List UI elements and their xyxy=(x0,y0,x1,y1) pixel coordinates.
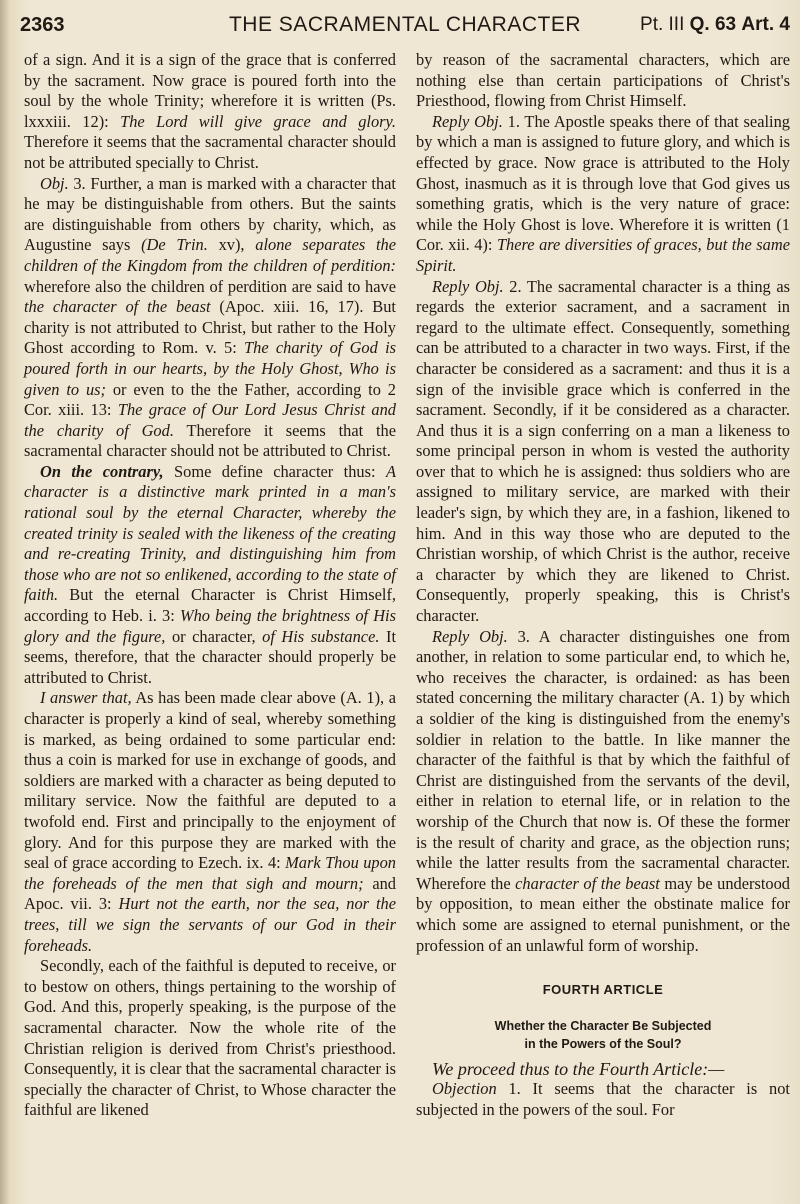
reply-objection-1: Reply Obj. 1. The Apostle speaks there of that sealing by which a man is assigned to future glory, and which is effected by grace. Now grace is attributed to the Holy Ghost, inasmuch as it is through love that God gives us something gratis, which is the very nature of grace: while the Holy Ghost is love. Wherefore it is written (1 Cor. xii. 4): There are diversities of graces, but the same Spirit. xyxy=(416,111,790,275)
left-column xyxy=(24,50,396,1121)
right-column xyxy=(416,50,790,1121)
paragraph: by reason of the sacramental characters, which are nothing else than certain participations of Christ's Priesthood, flowing from Christ Himself. xyxy=(416,50,790,111)
article-label: Art. 4 xyxy=(741,14,790,35)
article-heading: FOURTH ARTICLE xyxy=(542,982,664,998)
part-label: Pt. III xyxy=(640,14,685,35)
proceed-line: We proceed thus to the Fourth Article:— xyxy=(432,1058,725,1079)
article-title: Whether the Character Be Subjected in the Powers of the Soul? xyxy=(494,1018,712,1051)
page-number: 2363 xyxy=(20,14,65,36)
objection-3: Obj. 3. Further, a man is marked with a character that he may be distinguishable from others. But the saints are distinguishable from others by charity, which, as Augustine says (De Trin. xv), alone separates the children of the Kingdom from the children of perdition: wherefore also the children of perdition are said to have the character of the beast (Apoc. xiii. 16, 17). But charity is not attributed to Christ, but rather to the Holy Ghost according to Rom. v. 5: The charity of God is poured forth in our hearts, by the Holy Ghost, Who is given to us; or even to the the Father, according to 2 Cor. xiii. 13: The grace of Our Lord Jesus Christ and the charity of God. Therefore it seems that the sacramental character should not be attributed to Christ. xyxy=(24,173,397,461)
section-reference xyxy=(640,14,790,36)
running-title: THE SACRAMENTAL CHARACTER xyxy=(228,13,582,36)
paragraph: of a sign. And it is a sign of the grace that is conferred by the sacrament. Now grace is poured forth into the soul by the whole Trinity; wherefore it is written (Ps. lxxxiii. 12): The Lord will give grace and glory. Therefore it seems that the sacramental character should not be attributed specially to Christ. xyxy=(24,50,396,172)
question-label: Q. 63 xyxy=(689,14,737,35)
reply-objection-3: Reply Obj. 3. A character distinguishes one from another, in relation to some particular end, to which he, who receives the character, is ordained: as has been stated concerning the military character (A. 1) by which a soldier of the king is distinguished from the enemy's soldier in relation to the battle. In like manner the character of the faithful is that by which the faithful of Christ are distinguished from the servants of the devil, either in relation to eternal life, or in relation to the worship of the Church that now is. Of these the former is the result of charity and grace, as the objection runs; while the latter results from the sacramental character. Wherefore the character of the beast may be understood by opposition, to mean either the obstinate malice for which some are assigned to eternal punishment, or the profession of an unlawful form of worship. xyxy=(416,626,790,955)
objection-1: Objection 1. It seems that the character is not subjected in the powers of the soul. For xyxy=(416,1079,790,1119)
i-answer-that: I answer that, As has been made clear above (A. 1), a character is properly a kind of seal, whereby something is marked, as being ordained to some particular end: thus a coin is marked for use in exchange of goods, and soldiers are marked with a character as being deputed to military service. Now the faithful are deputed to a twofold end. First and principally to the enjoyment of glory. And for this purpose they are marked with the seal of grace according to Ezech. ix. 4: Mark Thou upon the foreheads of the men that sigh and mourn; and Apoc. vii. 3: Hurt not the earth, nor the sea, nor the trees, till we sign the servants of our God in their foreheads. xyxy=(24,688,396,955)
on-the-contrary: On the contrary, Some define character thus: A character is a distinctive mark printed in a man's rational soul by the eternal Character, whereby the created trinity is sealed with the likeness of the creating and re-creating Trinity, and distinguishing him from those who are not so enlikened, according to the state of faith. But the eternal Character is Christ Himself, according to Heb. i. 3: Who being the brightness of His glory and the figure, or character, of His substance. It seems, therefore, that the character should properly be attributed to Christ. xyxy=(24,461,396,687)
reply-objection-2: Reply Obj. 2. The sacramental character is a thing as regards the exterior sacrament, and a sacrament in regard to the ultimate effect. Consequently, something can be attributed to a character in two ways. First, if the character be considered as a sacrament: and thus it is a sign of the invisible grace which is conferred in the sacrament. Secondly, if it be considered as a character. And thus it is a sign conferring on a man a likeness to some principal person in whom is vested the authority over that to which he is assigned: thus soldiers who are assigned to military service, are marked with their leader's sign, by which they are, in a fashion, likened to him. And in this way those who are deputed to the Christian worship, of which Christ is the author, receive a character by which they are likened to Christ. Consequently, properly speaking, this is Christ's character. xyxy=(416,276,790,626)
paragraph: Secondly, each of the faithful is deputed to receive, or to bestow on others, things pertaining to the worship of God. And this, properly speaking, is the purpose of the sacramental character. Now the whole rite of the Christian religion is derived from Christ's priesthood. Consequently, it is clear that the sacramental character is specially the character of Christ, to Whose character the faithful are likened xyxy=(24,956,396,1120)
running-header xyxy=(20,10,790,44)
